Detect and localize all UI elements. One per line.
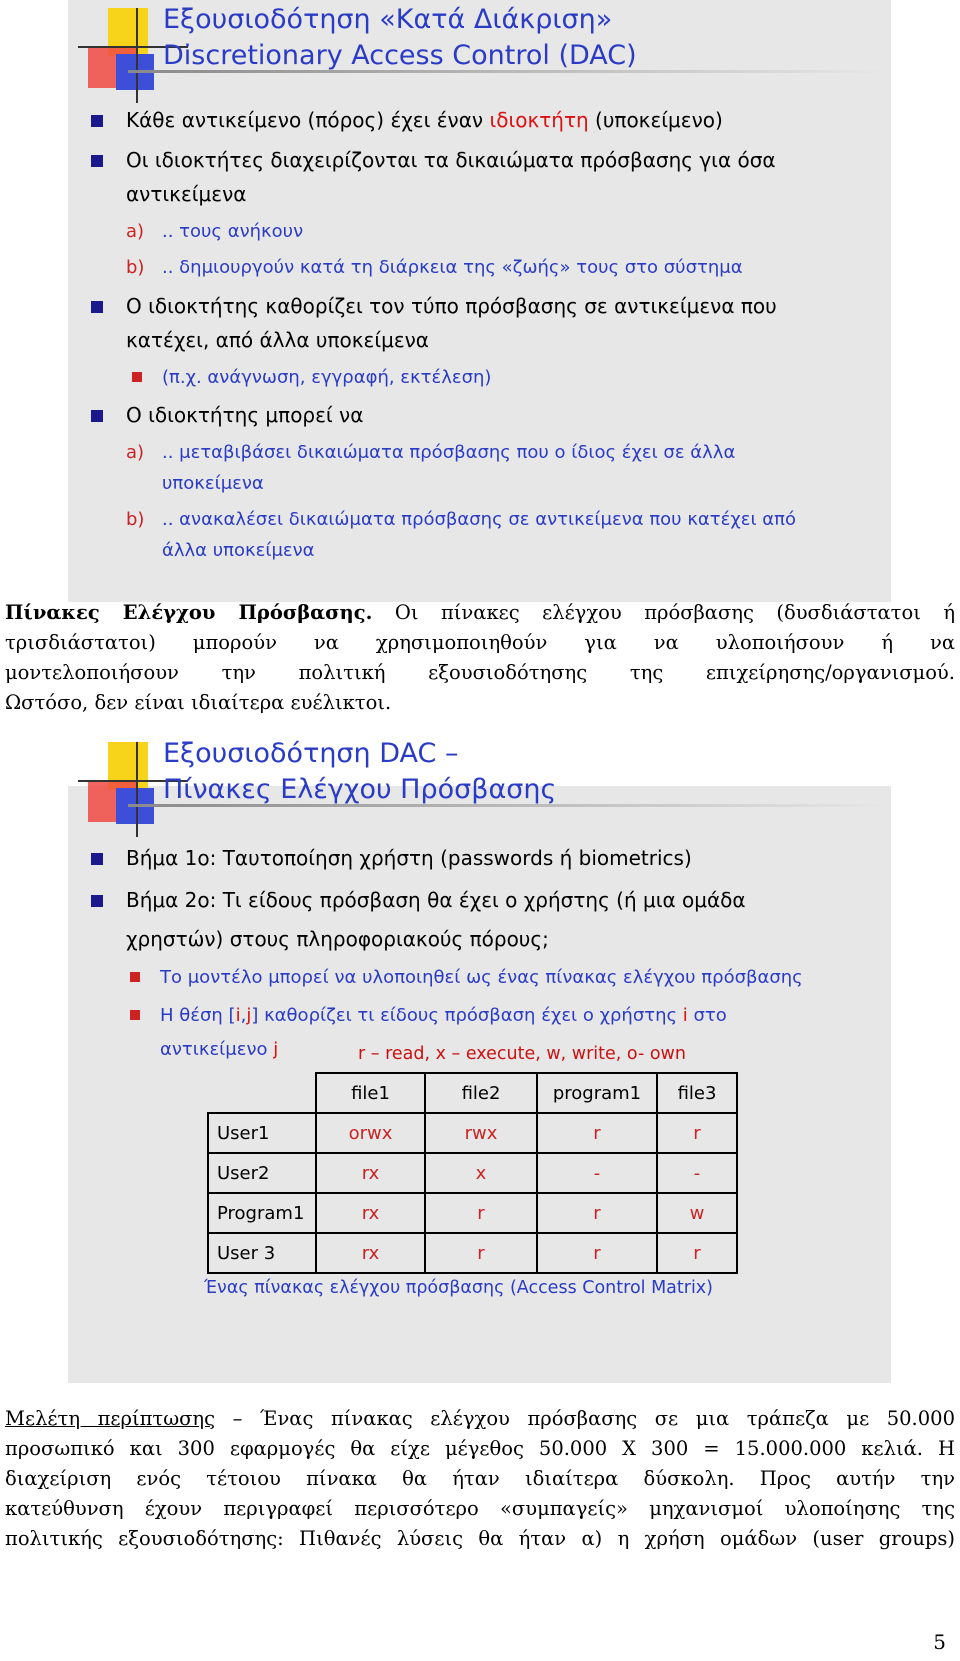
matrix-cell: r xyxy=(425,1233,537,1273)
slide1-title: Εξουσιοδότηση «Κατά Διάκριση» Discretionary Access Control (DAC) xyxy=(163,4,637,71)
slide2-sub-model: Το μοντέλο μπορεί να υλοποιηθεί ως ένας πίνακας ελέγχου πρόσβασης xyxy=(160,962,803,993)
matrix-legend: r – read, x – execute, w, write, o- own xyxy=(358,1044,686,1064)
slide1-bullet-owners-manage-cont: αντικείμενα xyxy=(126,182,247,206)
slide1-bullet-owners-manage: Οι ιδιοκτήτες διαχειρίζονται τα δικαιώματα πρόσβασης για όσα xyxy=(126,143,776,178)
matrix-cell: rx xyxy=(316,1193,425,1233)
matrix-cell: r xyxy=(537,1113,657,1153)
matrix-cell: r xyxy=(657,1233,737,1273)
slide1-bullet-owner-defines: Ο ιδιοκτήτης καθορίζει τον τύπο πρόσβασης σε αντικείμενα που xyxy=(126,289,777,324)
slide1-sub-revoke: b) .. ανακαλέσει δικαιώματα πρόσβασης σε αντικείμενα που κατέχει από xyxy=(126,509,797,530)
slide1-sub-transfer: a) .. μεταβιβάσει δικαιώματα πρόσβασης που ο ίδιος έχει σε άλλα xyxy=(126,442,736,463)
matrix-col-header: file3 xyxy=(657,1073,737,1113)
matrix-cell: r xyxy=(537,1193,657,1233)
slide1-sub-b: b) .. δημιουργούν κατά τη διάρκεια της «ζωής» τους στο σύστημα xyxy=(126,257,743,278)
matrix-row-header: User2 xyxy=(208,1153,316,1193)
paragraph-case-study: Μελέτη περίπτωσης – Ένας πίνακας ελέγχου πρόσβασης σε μια τράπεζα με 50.000 προσωπικό και 300 εφαρμογές θα είχε μέγεθος 50.000 Χ 300 = 15.000.000 κελιά. Η διαχείριση ενός τέτοιου πίνακα θα ήταν ιδιαίτερα δύσκολη. Προς αυτήν την κατεύθυνση έχουν περιγραφεί περισσότερο «συμπαγείς» μηχανισμοί υλοποίησης της πολιτικής εξουσιοδότησης: Πιθανές λύσεις θα ήταν α) η χρήση ομάδων (user groups) xyxy=(5,1407,955,1550)
matrix-row-header: User 3 xyxy=(208,1233,316,1273)
paragraph-access-control-tables: Πίνακες Ελέγχου Πρόσβασης. Οι πίνακες ελέγχου πρόσβασης (δυσδιάστατοι ή τρισδιάστατοι) μπορούν να χρησιμοποιηθούν για να υλοποιήσουν ή να μοντελοποιήσουν την πολιτική εξουσιοδότησης της επιχείρησης/οργανισμού. Ωστόσο, δεν είναι ιδιαίτερα ευέλικτοι. xyxy=(5,601,956,714)
slide2-bullet-step2-cont: χρηστών) στους πληροφοριακούς πόρους; xyxy=(126,927,549,951)
slide1-sub-examples: (π.χ. ανάγνωση, εγγραφή, εκτέλεση) xyxy=(162,362,491,393)
slide1-bullet-owner: Κάθε αντικείμενο (πόρος) έχει έναν ιδιοκτήτη (υποκείμενο) xyxy=(126,103,723,138)
matrix-cell: rx xyxy=(316,1233,425,1273)
slide2-title: Εξουσιοδότηση DAC – Πίνακες Ελέγχου Πρόσβασης xyxy=(163,738,557,805)
matrix-cell: r xyxy=(537,1233,657,1273)
matrix-col-header: file1 xyxy=(316,1073,425,1113)
matrix-row-header: Program1 xyxy=(208,1193,316,1233)
matrix-header-row xyxy=(208,1073,737,1113)
slide2-bullet-step2: Βήμα 2ο: Τι είδους πρόσβαση θα έχει ο χρήστης (ή μια ομάδα xyxy=(126,883,746,918)
slide2-sub-position-cont: αντικείμενο j xyxy=(160,1039,279,1060)
matrix-row xyxy=(208,1153,737,1193)
matrix-col-header: program1 xyxy=(537,1073,657,1113)
matrix-row xyxy=(208,1113,737,1153)
matrix-cell: x xyxy=(425,1153,537,1193)
matrix-cell: r xyxy=(425,1193,537,1233)
slide2-sub-position: Η θέση [i,j] καθορίζει τι είδους πρόσβαση έχει ο χρήστης i στο xyxy=(160,1000,727,1031)
matrix-cell: orwx xyxy=(316,1113,425,1153)
access-control-matrix xyxy=(207,1072,738,1274)
matrix-cell: - xyxy=(537,1153,657,1193)
matrix-cell: rx xyxy=(316,1153,425,1193)
slide1-sub-revoke-cont: άλλα υποκείμενα xyxy=(162,540,315,561)
matrix-cell: w xyxy=(657,1193,737,1233)
slide1-sub-a: a) .. τους ανήκουν xyxy=(126,221,304,242)
page-number: 5 xyxy=(933,1630,946,1654)
slide1-bullet-owner-can: Ο ιδιοκτήτης μπορεί να xyxy=(126,398,363,433)
matrix-cell: rwx xyxy=(425,1113,537,1153)
slide2-bullet-step1: Βήμα 1ο: Ταυτοποίηση χρήστη (passwords ή biometrics) xyxy=(126,841,692,876)
matrix-cell: - xyxy=(657,1153,737,1193)
slide1-sub-transfer-cont: υποκείμενα xyxy=(162,473,264,494)
matrix-caption: Ένας πίνακας ελέγχου πρόσβασης (Access Control Matrix) xyxy=(204,1278,713,1298)
matrix-cell: r xyxy=(657,1113,737,1153)
matrix-row xyxy=(208,1233,737,1273)
matrix-row xyxy=(208,1193,737,1233)
matrix-col-header: file2 xyxy=(425,1073,537,1113)
slide1-bullet-owner-defines-cont: κατέχει, από άλλα υποκείμενα xyxy=(126,328,429,352)
matrix-row-header: User1 xyxy=(208,1113,316,1153)
